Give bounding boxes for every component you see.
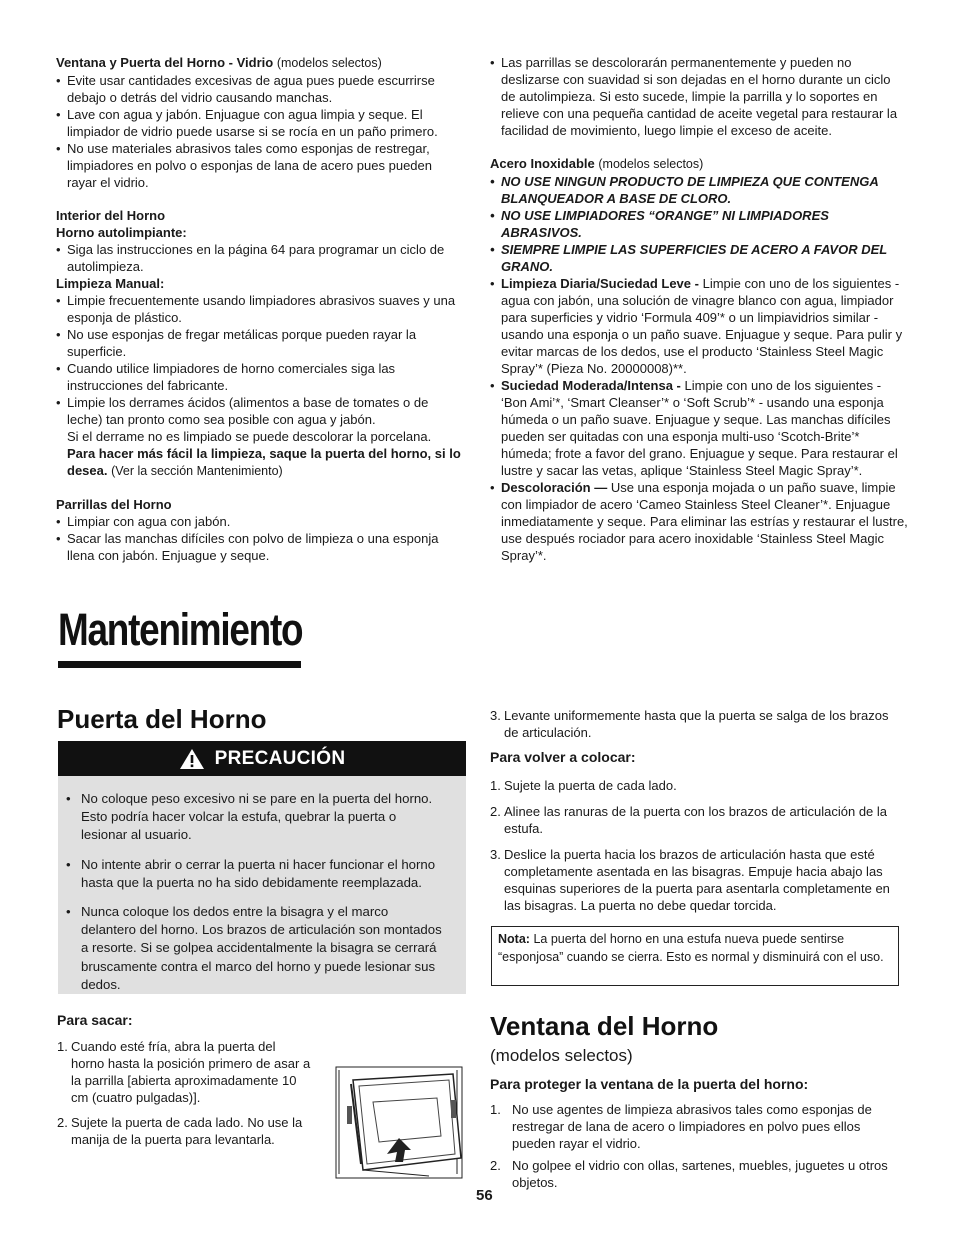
page-number: 56 xyxy=(476,1187,493,1204)
decoloracion-text: Use una esponja mojada o un paño suave, limpie con limpiador de acero ‘Cameo Stainless Steel Cleaner’*. Enjuague inmediatamente y seque. Para eliminar las estrías y restaurar el lustre, use después rociador para acero inoxidable ‘Stainless Steel Magic Spray’*. xyxy=(501,480,908,563)
ventana-subheading: (modelos selectos) xyxy=(490,1046,633,1065)
colocar-steps xyxy=(490,777,900,914)
caution-box xyxy=(58,776,466,994)
proteger-steps xyxy=(490,1101,900,1191)
ventana-heading: Ventana del Horno xyxy=(490,1011,719,1041)
list-item: • No use materiales abrasivos tales como esponjas de restregar, limpiadores en polvo o esponjas de lana de acero pues pueden rayar el vidrio. xyxy=(56,140,461,191)
warning-icon xyxy=(179,748,205,770)
parrillas-list xyxy=(56,513,461,564)
puerta-heading: Puerta del Horno xyxy=(57,704,267,734)
moderada-text: Limpie con uno de los siguientes - ‘Bon Ami’*, ‘Smart Cleanser’* o ‘Soft Scrub’* - usando una esponja húmeda o un paño suave. Enjuague y seque. Las manchas difíciles pueden ser quitadas con una esponja multi-uso ‘Scotch-Brite’* húmeda; frote a favor del grano. Enjuague y seque. Para restaurar el lustre y sacar las vetas, aplique ‘Stainless Steel Magic Spray’*. xyxy=(501,378,898,478)
proteger-title: Para proteger la ventana de la puerta del horno: xyxy=(490,1076,809,1092)
manual-title: Limpieza Manual: xyxy=(56,276,165,291)
page-title: Mantenimiento xyxy=(58,604,303,655)
diaria-label: Limpieza Diaria/Suciedad Leve - xyxy=(501,276,699,291)
list-item xyxy=(56,394,461,480)
step-number: 2. xyxy=(57,1115,68,1130)
acero-note: (modelos selectos) xyxy=(598,157,704,171)
diaria-text: Limpie con uno de los siguientes - agua con jabón, una solución de vinagre blanco con agua, limpiador para superficies y vidrio ‘Formula 409’* o un limpiavidrios similar - usando una esponja o un paño suave. Enjuague y seque. Para pulir y evitar marcas de los dedos, use el producto ‘Stainless Steel Magic Spray’* (Pieza No. 20000008)**. xyxy=(501,276,903,376)
vidrio-list xyxy=(56,72,461,191)
manual-last-bold: Para hacer más fácil la limpieza, saque la puerta del horno, si lo desea. xyxy=(67,446,461,478)
list-item: • SIEMPRE LIMPIE LAS SUPERFICIES DE ACERO A FAVOR DEL GRANO. xyxy=(490,241,908,275)
manual-last-text: Limpie los derrames ácidos (alimentos a base de tomates o de leche) tan pronto como sea posible con agua y jabón. xyxy=(67,395,429,427)
sacar-step3 xyxy=(490,707,900,741)
list-item xyxy=(490,1157,900,1191)
colocar-title: Para volver a colocar: xyxy=(490,749,636,765)
list-item xyxy=(490,846,900,914)
caution-header xyxy=(58,741,466,776)
list-item: • Las parrillas se descolorarán permanentemente y pueden no deslizarse con suavidad si son dejadas en el horno durante un ciclo de autolimpieza. Si esto sucede, limpie la parrilla y lo soportes en relieve con una pequeña cantidad de aceite vegetal para restaurar la facilidad de movimiento, luego limpie el exceso de aceite. xyxy=(490,54,908,139)
note-box xyxy=(491,926,899,986)
list-item: • Limpie frecuentemente usando limpiadores abrasivos suaves y una esponja de plástico. xyxy=(56,292,461,326)
top-left-column xyxy=(56,54,461,564)
autolimpiante-list xyxy=(56,241,461,275)
step-number: 2. xyxy=(490,1158,501,1173)
list-item: • No coloque peso excesivo ni se pare en la puerta del horno. Esto podría hacer volcar la estufa, quebrar la puerta o lesionar al usuario. xyxy=(66,790,446,845)
manual-last-ref: (Ver la sección Mantenimiento) xyxy=(111,464,283,478)
step-number: 1. xyxy=(490,778,501,793)
note-label: Nota: xyxy=(498,932,530,946)
acero-list xyxy=(490,173,908,564)
list-item: • Cuando utilice limpiadores de horno comerciales siga las instrucciones del fabricante. xyxy=(56,360,461,394)
step-text: Sujete la puerta de cada lado. No use la manija de la puerta para levantarla. xyxy=(71,1115,303,1147)
step-text: No use agentes de limpieza abrasivos tales como esponjas de restregar de lana de acero o limpiadores en polvo pues ellos pueden rayar el vidrio. xyxy=(512,1102,872,1151)
vidrio-note: (modelos selectos) xyxy=(276,56,382,70)
step-text: No golpee el vidrio con ollas, sartenes, muebles, juguetes u otros objetos. xyxy=(512,1158,888,1190)
vidrio-heading xyxy=(56,54,461,72)
list-item xyxy=(490,275,908,377)
top-right-column xyxy=(490,54,908,564)
manual-last-extra: Si el derrame no es limpiado se puede descolorar la porcelana. xyxy=(67,429,432,444)
step-number: 3. xyxy=(490,708,501,723)
list-item: • Evite usar cantidades excesivas de agua pues puede escurrirse debajo o detrás del vidrio causando manchas. xyxy=(56,72,461,106)
step-number: 3. xyxy=(490,847,501,862)
list-item: • Siga las instrucciones en la página 64 para programar un ciclo de autolimpieza. xyxy=(56,241,461,275)
step-text: Alinee las ranuras de la puerta con los brazos de articulación de la estufa. xyxy=(504,804,888,836)
title-underline xyxy=(58,661,301,668)
list-item: • No use esponjas de fregar metálicas porque pueden rayar la superficie. xyxy=(56,326,461,360)
list-item xyxy=(490,803,900,837)
manual-list xyxy=(56,292,461,480)
list-item: • Nunca coloque los dedos entre la bisagra y el marco delantero del horno. Los brazos de articulación son montados a resorte. Si se golpea accidentalmente la bisagra se cerrará bruscamente contra el marco del horno y puede lesionar sus dedos. xyxy=(66,903,446,994)
parrillas-cont-list xyxy=(490,54,908,139)
list-item: • NO USE NINGUN PRODUCTO DE LIMPIEZA QUE CONTENGA BLANQUEADOR A BASE DE CLORO. xyxy=(490,173,908,207)
autolimpiante-title: Horno autolimpiante: xyxy=(56,225,187,240)
list-item xyxy=(490,707,900,741)
list-item: • NO USE LIMPIADORES “ORANGE” NI LIMPIADORES ABRASIVOS. xyxy=(490,207,908,241)
oven-door-illustration xyxy=(333,1066,465,1180)
step-number: 2. xyxy=(490,804,501,819)
list-item: • No intente abrir o cerrar la puerta ni hacer funcionar el horno hasta que la puerta no ha sido debidamente reemplazada. xyxy=(66,856,446,892)
note-text: La puerta del horno en una estufa nueva puede sentirse “esponjosa” cuando se cierra. Esto es normal y disminuirá con el uso. xyxy=(498,932,884,964)
list-item xyxy=(490,1101,900,1152)
step-text: Levante uniformemente hasta que la puerta se salga de los brazos de articulación. xyxy=(504,708,889,740)
step-text: Sujete la puerta de cada lado. xyxy=(504,778,677,793)
decoloracion-label: Descoloración — xyxy=(501,480,608,495)
parrillas-title: Parrillas del Horno xyxy=(56,497,172,512)
acero-title: Acero Inoxidable xyxy=(490,156,595,171)
sacar-title: Para sacar: xyxy=(57,1012,133,1028)
list-item: • Limpiar con agua con jabón. xyxy=(56,513,461,530)
list-item: • Lave con agua y jabón. Enjuague con agua limpia y seque. El limpiador de vidrio puede usarse si se rocía en un paño primero. xyxy=(56,106,461,140)
step-number: 1. xyxy=(57,1039,68,1054)
interior-title: Interior del Horno xyxy=(56,208,166,223)
step-number: 1. xyxy=(490,1102,501,1117)
step-text: Deslice la puerta hacia los brazos de articulación hasta que esté completamente asentada en las bisagras. Empuje hacia abajo las esquinas superiores de la puerta para asentarla completamente en las bisagras. La puerta no debe quedar torcida. xyxy=(504,847,890,913)
step-text: Cuando esté fría, abra la puerta del horno hasta la posición primero de asar a la parrilla [abierta aproximadamente 10 cm (cuatro pulgadas)]. xyxy=(71,1039,311,1105)
caution-label: PRECAUCIÓN xyxy=(214,748,346,769)
list-item xyxy=(490,377,908,479)
list-item: • Sacar las manchas difíciles con polvo de limpieza o una esponja llena con jabón. Enjuague y seque. xyxy=(56,530,461,564)
caution-list xyxy=(66,790,446,994)
moderada-label: Suciedad Moderada/Intensa - xyxy=(501,378,681,393)
list-item xyxy=(490,479,908,564)
list-item xyxy=(490,777,900,794)
vidrio-title: Ventana y Puerta del Horno - Vidrio xyxy=(56,55,274,70)
acero-heading xyxy=(490,155,908,173)
